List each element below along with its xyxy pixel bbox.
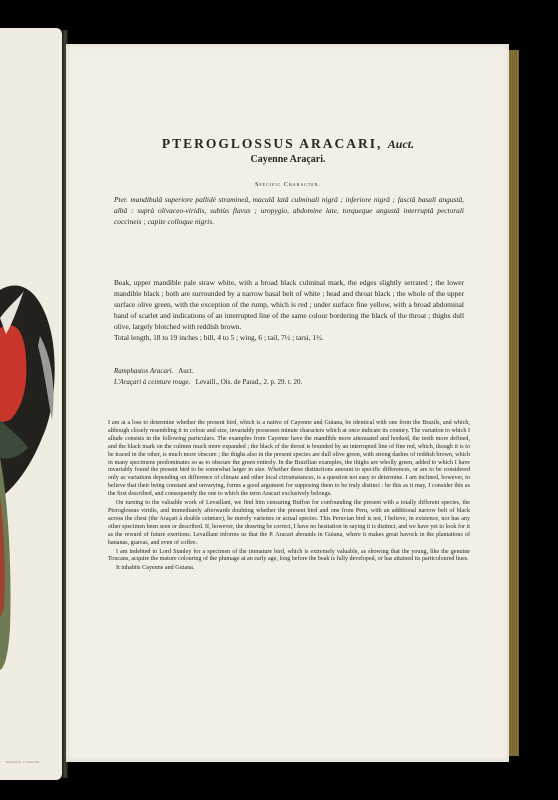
description-line: Beak, upper mandible pale straw white, with a broad black culminal mark, the edges slightly — [114, 278, 402, 287]
synonym-entry — [114, 377, 464, 388]
latin-line: Pter. mandibulâ superiore pallidè stramineâ, maculâ latâ culminali nigrâ ; inferiore nigrâ ; — [114, 195, 396, 204]
specific-character-heading: Specific Character. — [255, 182, 321, 188]
description-line: scarlet and indications of an interrupted line of the same colour bordering the black of the — [138, 311, 407, 320]
species-title — [108, 136, 468, 152]
synonym-name: L'Araçari à ceinture rouge. — [114, 378, 191, 386]
text-page — [66, 44, 509, 762]
facing-plate-page — [0, 28, 62, 780]
description-line: serrated ; the lower mandible black ; both are surrounded by a narrow basal belt of white ; — [114, 278, 464, 298]
synonym-name: Ramphastos Aracari. — [114, 367, 174, 375]
body-paragraph: I am indebted to Lord Stanley for a specimen of the immature bird, which is extremely valuable, as showing that the young, like the genuine Toucans, acquire the mature colouring of the plumage at an early age, long before the beak is fully developed, or has attained its particoloured hues. — [108, 548, 470, 563]
common-name: Cayenne Araçari. — [250, 154, 326, 165]
measurements-line: Total length, 18 to 19 inches ; bill, 4 to 5 ; wing, 6 ; tail, 7½ ; tarsi, 1½. — [114, 333, 324, 342]
description-line: head and throat black ; the whole of the upper surface olive green, with the exception of — [114, 289, 464, 309]
description-line: the rump, which is red ; under surface fine yellow, with a broad abdominal band of — [114, 300, 464, 320]
synonym-reference: Auct. — [178, 367, 194, 375]
plate-credit: Painted by J. Gould del. — [6, 760, 41, 764]
english-description — [114, 277, 464, 343]
description-line: throat ; thighs dull olive, largely blotched with reddish brown. — [114, 311, 465, 331]
latin-line: torqueque angustâ interruptâ pectorali coccineis ; capite colloque nigris. — [114, 206, 464, 226]
species-title-auct: Auct. — [387, 137, 415, 151]
species-title-main: PTEROGLOSSUS ARACARI, — [161, 136, 383, 151]
latin-diagnosis — [114, 194, 464, 227]
page-edges — [509, 50, 519, 756]
body-text — [108, 420, 470, 574]
body-paragraph: It inhabits Cayenne and Guiana. — [116, 565, 195, 572]
body-paragraph: I am at a loss to determine whether the present bird, which is a native of Cayenne and Guiana, be identical with one from the Brazils, and which, although closely resembling it in colour and size, invariably possesses minute characters which at once indicate its country. The variation to which I allude consists in the following particulars. The examples from Cayenne have the mandible more attenuated and hooked, the teeth more defined, and the black mark on the culmen much more expanded ; the black of the throat is bounded by an interrupted line of fine red, which, though it is to be traced in the other, is much more obscure ; the thighs also in the present species are dull olive green, with strong dashes of reddish brown, which in many specimens predominates so as to obscure the green entirely. In the Brazilian examples, the thighs are wholly green, added to which I have invariably found the present bird to be somewhat larger in size. Whether these distinctions amount to specific differences, or are to be considered only as variations depending on difference of climate and other local circumstances, is a question not easy to determine. I am inclined, however, to believe that their being constant and unvarying, forms a good argument for supposing them to be truly distinct : be this as it may, I consider this as the first described, and consequently the one to which the term Aracari exclusively belongs. — [108, 420, 470, 498]
synonym-reference: Levaill., Ois. de Parad., 2. p. 29. t. 20. — [195, 378, 303, 386]
latin-line: fasciâ basali angustâ, albâ : suprà olivaceo-viridis, subtùs flavus ; uropygio, abdomine late, — [114, 195, 465, 215]
toucan-illustration — [0, 28, 62, 780]
synonym-entry — [114, 366, 464, 377]
synonymy — [114, 366, 464, 388]
body-paragraph: On turning to the valuable work of Levaillant, we find him censuring Buffon for confounding the present with a totally different species, the Pteroglossus viridis, and immediately afterwards doubting whether the present bird and one from Peru, with an additional narrow belt of black across the chest (the Araçari à double ceinture), be merely varieties or actual species. This Peruvian bird is not, I believe, in existence, nor has any other specimen been seen or described. If, however, the drawing be correct, I have no hesitation in saying it is distinct, and we have yet to look for it as the reward of future exertions. Levaillant informs us that the P. Aracari abounds in Guiana, where it makes great havock in the plantations of bananas, guavas, and even of coffee. — [108, 500, 470, 546]
